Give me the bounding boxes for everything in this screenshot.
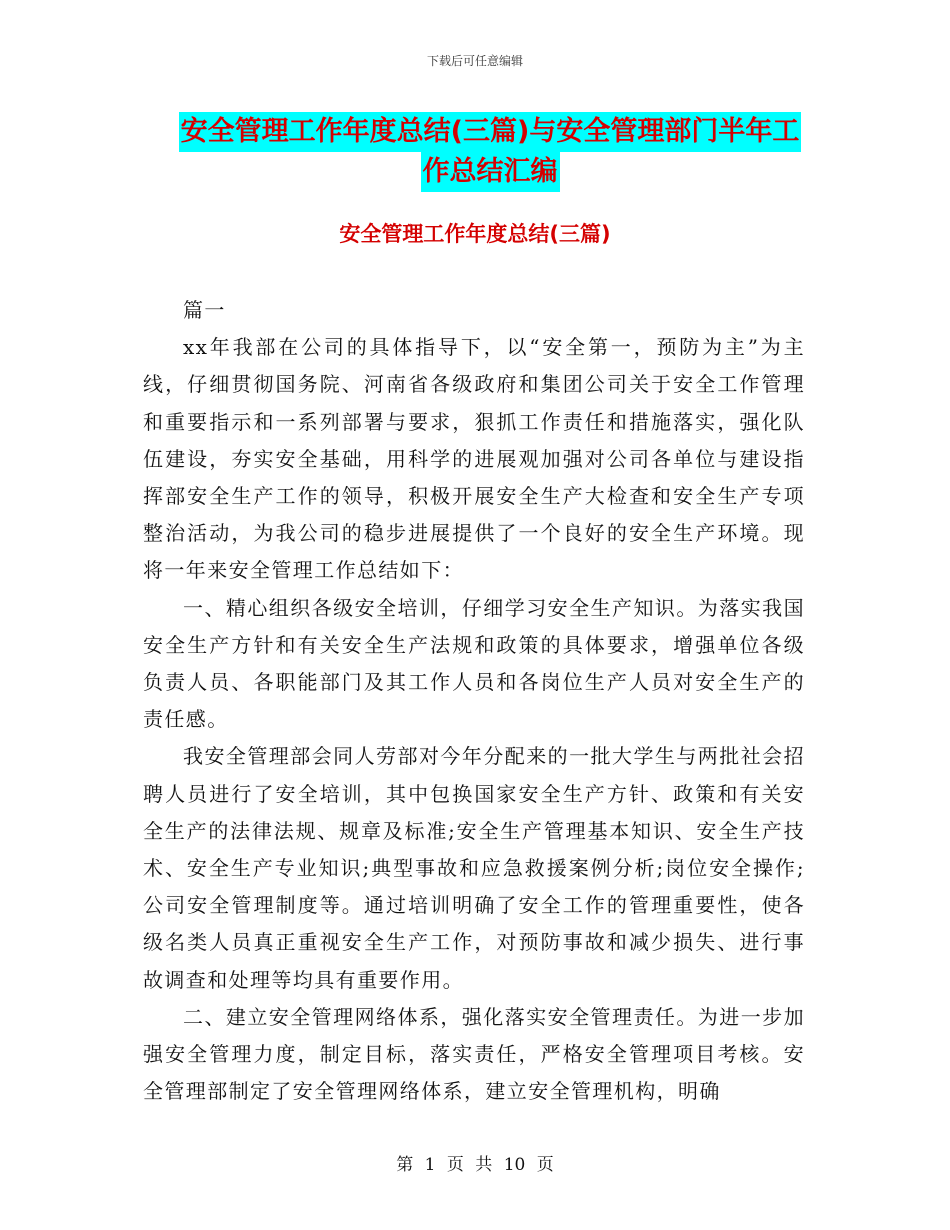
document-title-line-2: 作总结汇编 xyxy=(421,152,560,192)
document-title xyxy=(140,112,840,192)
paragraph-section-2: 二、建立安全管理网络体系，强化落实安全管理责任。为进一步加强安全管理力度，制定目标，落实责任，严格安全管理项目考核。安全管理部制定了安全管理网络体系，建立安全管理机构，明确 xyxy=(143,1004,805,1104)
paragraph-intro: xx年我部在公司的具体指导下，以“安全第一，预防为主”为主线，仔细贯彻国务院、河南省各级政府和集团公司关于安全工作管理和重要指示和一系列部署与要求，狠抓工作责任和措施落实，强化队伍建设，夯实安全基础，用科学的进展观加强对公司各单位与建设指挥部安全生产工作的领导，积极开展安全生产大检查和安全生产专项整治活动，为我公司的稳步进展提供了一个良好的安全生产环境。现将一年来安全管理工作总结如下： xyxy=(143,335,805,583)
document-title-line-1: 安全管理工作年度总结(三篇)与安全管理部门半年工 xyxy=(179,112,802,152)
page-header: 下载后可任意编辑 xyxy=(426,54,523,68)
paragraph-part-label: 篇一 xyxy=(183,298,226,322)
paragraph-section-1: 一、精心组织各级安全培训，仔细学习安全生产知识。为落实我国安全生产方针和有关安全生产法规和政策的具体要求，增强单位各级负责人员、各职能部门及其工作人员和各岗位生产人员对安全生产的责任感。 xyxy=(143,595,805,732)
document-body xyxy=(143,292,805,1110)
paragraph-training: 我安全管理部会同人劳部对今年分配来的一批大学生与两批社会招聘人员进行了安全培训，其中包换国家安全生产方针、政策和有关安全生产的法律法规、规章及标准;安全生产管理基本知识、安全生产技术、安全生产专业知识;典型事故和应急救援案例分析;岗位安全操作;公司安全管理制度等。通过培训明确了安全工作的管理重要性，使各级名类人员真正重视安全生产工作，对预防事故和减少损失、进行事故调查和处理等均具有重要作用。 xyxy=(143,744,805,992)
section-title: 安全管理工作年度总结(三篇) xyxy=(339,222,611,246)
page-footer: 第 1 页 共 10 页 xyxy=(396,1155,554,1175)
